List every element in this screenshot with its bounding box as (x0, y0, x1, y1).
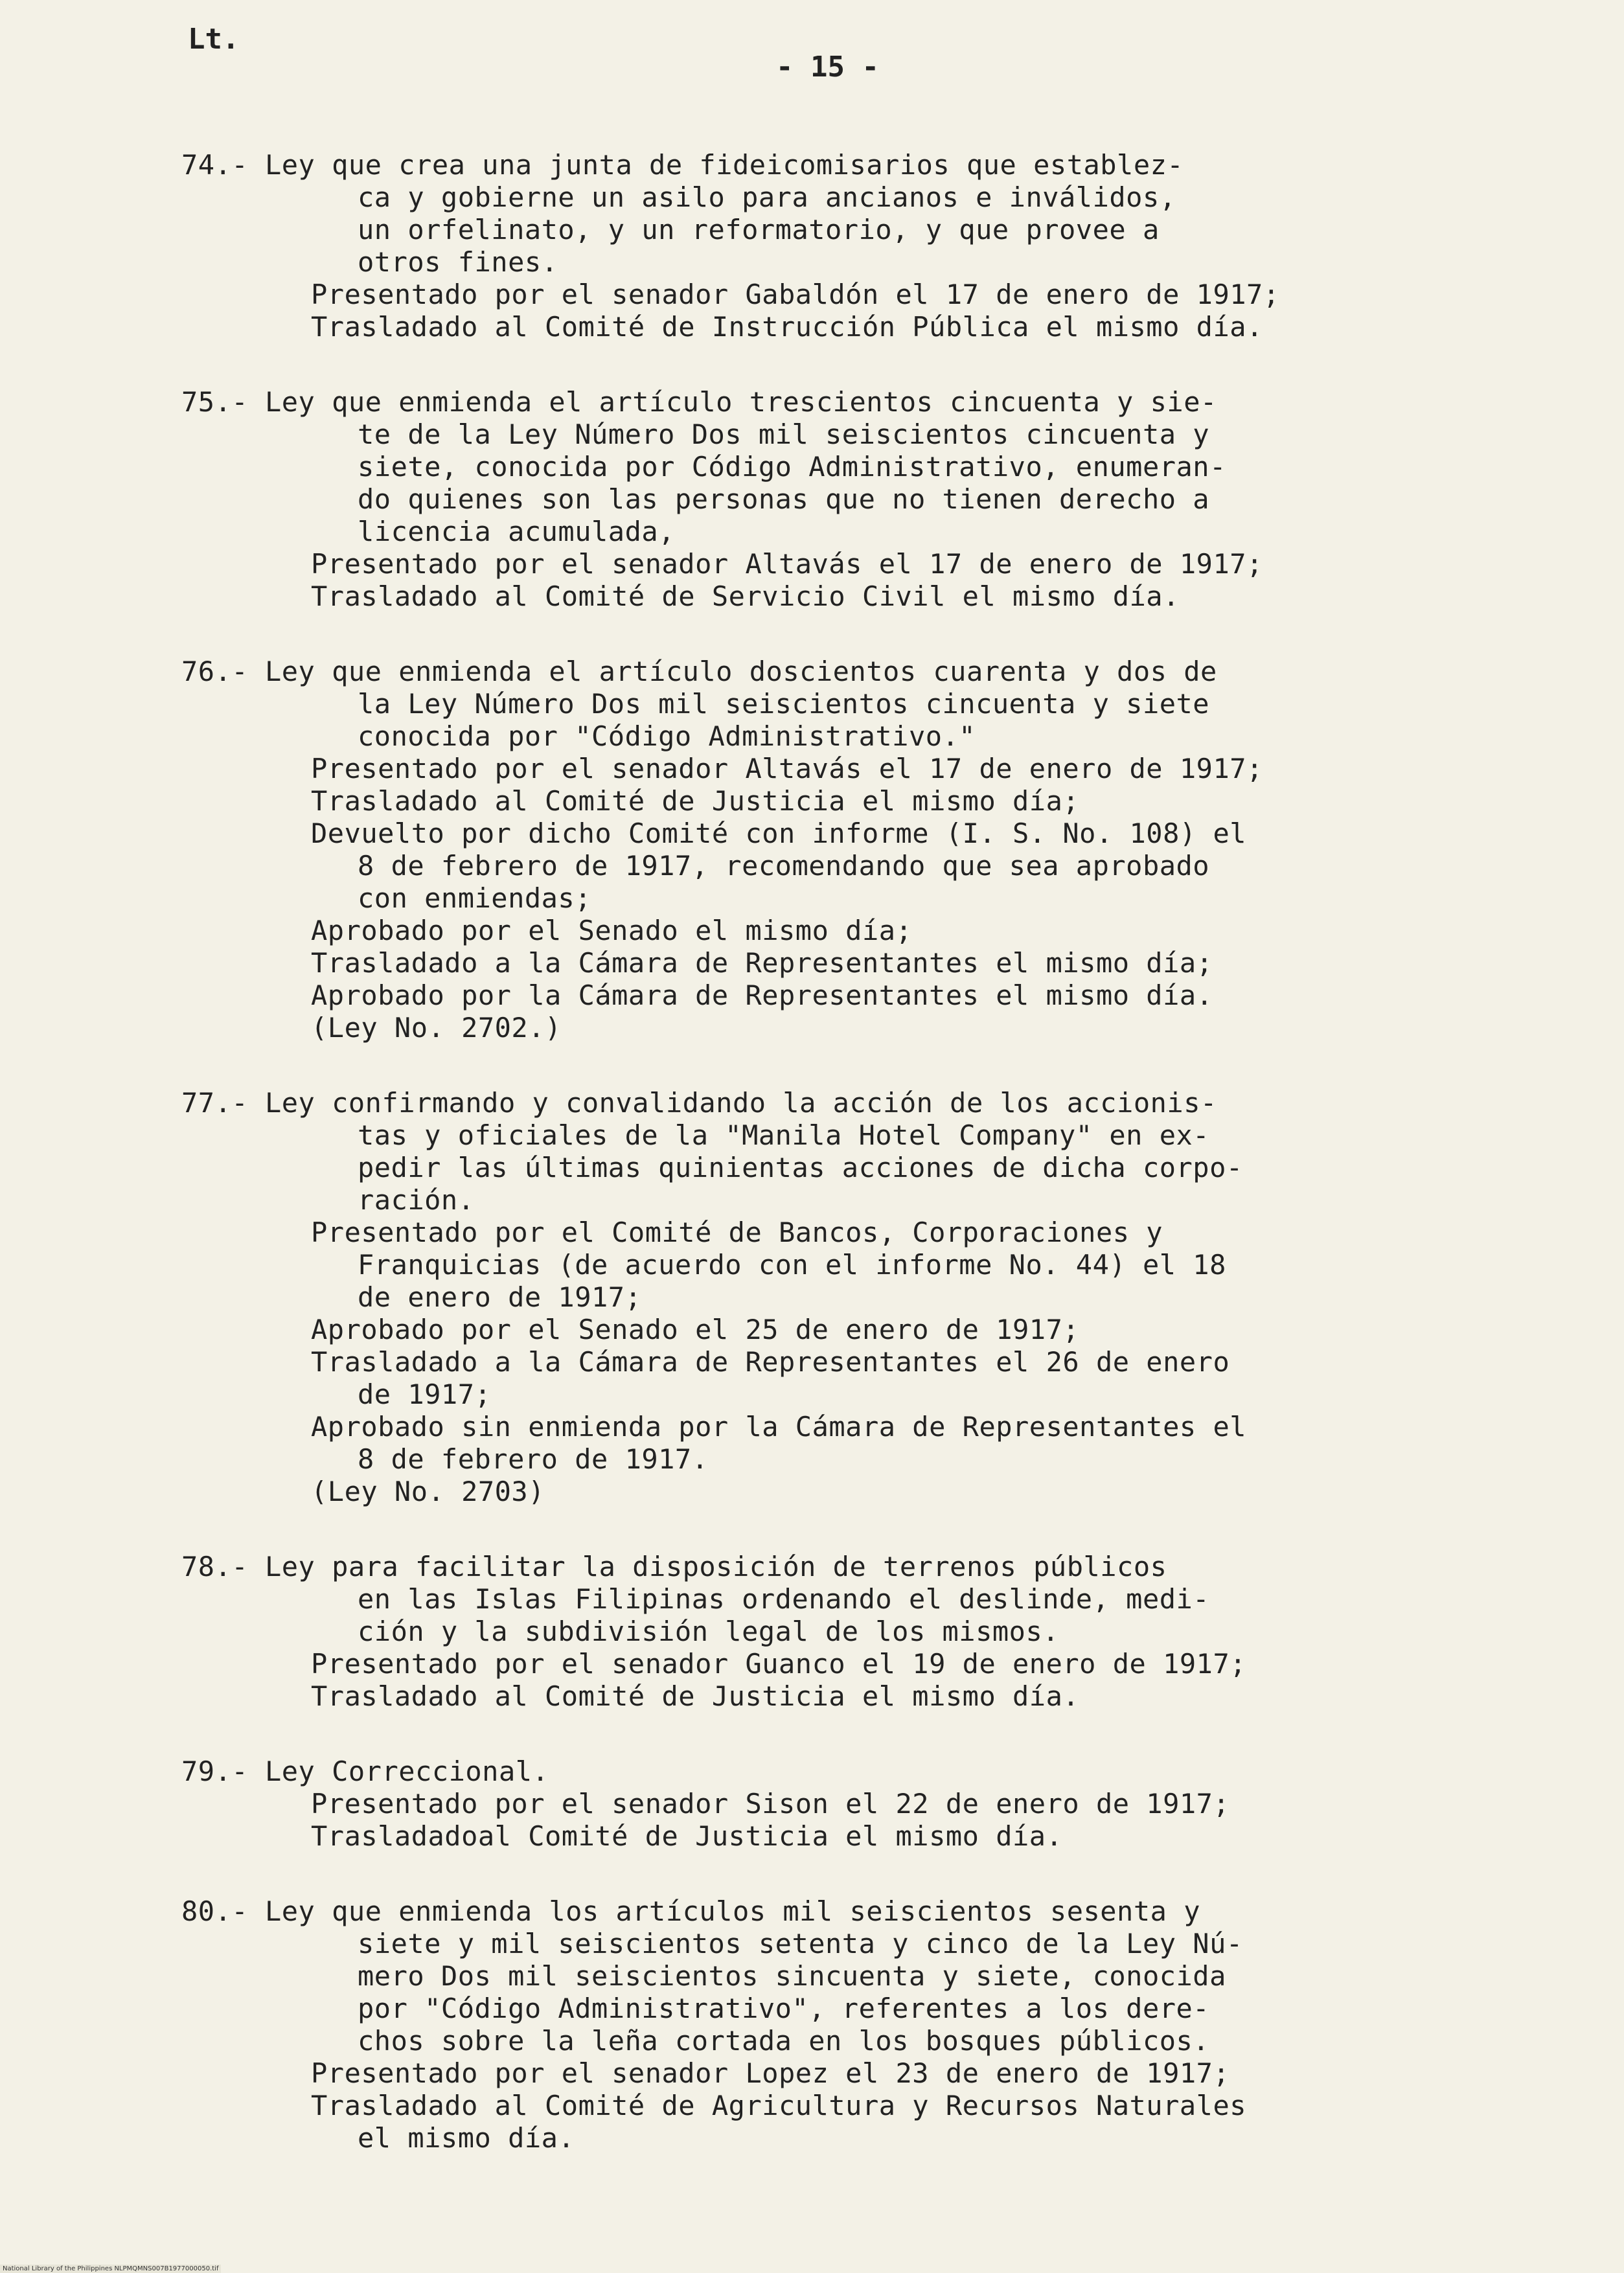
line-text: la Ley Número Dos mil seiscientos cincuenta y siete (358, 688, 1210, 720)
line-text: 8 de febrero de 1917, recomendando que sea aprobado (358, 850, 1210, 882)
line-text: 8 de febrero de 1917. (358, 1443, 709, 1475)
line-text: te de la Ley Número Dos mil seiscientos cincuenta y (358, 418, 1210, 450)
bill-text-line (181, 548, 1490, 580)
bill-text-line (181, 753, 1490, 785)
line-text: Presentado por el Comité de Bancos, Corporaciones y (311, 1216, 1163, 1248)
line-text: el mismo día. (358, 2122, 575, 2154)
bill-text-line (181, 418, 1490, 451)
bill-title-line (181, 656, 1490, 688)
bill-text-line (181, 483, 1490, 516)
bill-title-line (181, 1895, 1490, 1928)
bill-entry-79 (181, 1755, 1490, 1853)
bill-text-line (181, 1281, 1490, 1314)
bill-text-line (181, 181, 1490, 214)
bill-entry-77 (181, 1087, 1490, 1508)
line-text: Aprobado sin enmienda por la Cámara de Representantes el (311, 1411, 1247, 1443)
line-text: Ley que enmienda el artículo doscientos cuarenta y dos de (264, 656, 1217, 687)
bill-text-line (181, 1314, 1490, 1346)
line-text: Presentado por el senador Gabaldón el 17 de enero de 1917; (311, 279, 1280, 310)
page-number: - 15 - (776, 51, 879, 84)
line-text: Trasladado al Comité de Servicio Civil el mismo día. (311, 580, 1180, 612)
archive-footer: National Library of the Philippines NLPMQMNS007B1977000050.tif (0, 2265, 221, 2273)
bill-number: 78.- (181, 1551, 249, 1582)
bill-title-line (181, 1551, 1490, 1583)
line-text: por "Código Administrativo", referentes a los dere- (358, 1993, 1210, 2024)
line-text: Aprobado por el Senado el 25 de enero de 1917; (311, 1314, 1080, 1345)
line-text: (Ley No. 2703) (311, 1476, 545, 1507)
bill-text-line (181, 246, 1490, 279)
line-text: Ley que crea una junta de fideicomisarios que establez- (264, 149, 1184, 181)
bill-text-line (181, 1152, 1490, 1184)
line-text: en las Islas Filipinas ordenando el deslinde, medi- (358, 1583, 1210, 1615)
line-text: conocida por "Código Administrativo." (358, 720, 976, 752)
bill-number: 79.- (181, 1755, 249, 1787)
bill-number: 74.- (181, 149, 249, 181)
bill-text-line (181, 1012, 1490, 1044)
line-text: Trasladadoal Comité de Justicia el mismo día. (311, 1820, 1063, 1852)
bill-text-line (181, 1443, 1490, 1476)
line-text: ración. (358, 1184, 475, 1216)
corner-mark: Lt. (188, 23, 240, 56)
bill-text-line (181, 2090, 1490, 2122)
line-text: mero Dos mil seiscientos sincuenta y siete, conocida (358, 1960, 1226, 1992)
bill-number: 77.- (181, 1087, 249, 1119)
bill-entry-80 (181, 1895, 1490, 2154)
bill-text-line (181, 1648, 1490, 1680)
bill-text-line (181, 1346, 1490, 1378)
line-text: Presentado por el senador Altavás el 17 de enero de 1917; (311, 753, 1263, 784)
bill-title-line (181, 1087, 1490, 1119)
bill-text-line (181, 1583, 1490, 1616)
line-text: tas y oficiales de la "Manila Hotel Company" en ex- (358, 1119, 1210, 1151)
line-text: Trasladado a la Cámara de Representantes el mismo día; (311, 947, 1213, 979)
line-text: (Ley No. 2702.) (311, 1012, 562, 1044)
line-text: do quienes son las personas que no tienen derecho a (358, 483, 1210, 515)
bill-text-line (181, 1960, 1490, 1993)
bill-text-line (181, 451, 1490, 483)
line-text: con enmiendas; (358, 882, 592, 914)
line-text: chos sobre la leña cortada en los bosques públicos. (358, 2025, 1210, 2057)
bill-text-line (181, 2057, 1490, 2090)
line-text: Ley Correccional. (264, 1755, 549, 1787)
line-text: de 1917; (358, 1378, 492, 1410)
line-text: Trasladado al Comité de Justicia el mismo día. (311, 1680, 1080, 1712)
bill-text-line (181, 850, 1490, 882)
line-text: Ley confirmando y convalidando la acción de los accionis- (264, 1087, 1217, 1119)
bill-text-line (181, 882, 1490, 915)
bill-entry-76 (181, 656, 1490, 1044)
bill-entry-75 (181, 386, 1490, 613)
bill-text-line (181, 1788, 1490, 1820)
bill-text-line (181, 947, 1490, 979)
bill-entries (181, 149, 1490, 2197)
line-text: otros fines. (358, 246, 558, 278)
bill-text-line (181, 1249, 1490, 1281)
line-text: Ley que enmienda el artículo trescientos cincuenta y sie- (264, 386, 1217, 418)
bill-text-line (181, 311, 1490, 343)
bill-text-line (181, 1216, 1490, 1249)
line-text: pedir las últimas quinientas acciones de dicha corpo- (358, 1152, 1243, 1183)
bill-text-line (181, 1411, 1490, 1443)
bill-number: 75.- (181, 386, 249, 418)
bill-title-line (181, 1755, 1490, 1788)
line-text: Aprobado por la Cámara de Representantes el mismo día. (311, 979, 1213, 1011)
bill-text-line (181, 1993, 1490, 2025)
bill-text-line (181, 214, 1490, 246)
line-text: Trasladado al Comité de Agricultura y Recursos Naturales (311, 2090, 1247, 2121)
bill-text-line (181, 688, 1490, 720)
line-text: Presentado por el senador Guanco el 19 de enero de 1917; (311, 1648, 1247, 1680)
bill-number: 80.- (181, 1895, 249, 1927)
bill-text-line (181, 1680, 1490, 1713)
bill-text-line (181, 817, 1490, 850)
bill-text-line (181, 720, 1490, 753)
line-text: Aprobado por el Senado el mismo día; (311, 915, 913, 946)
line-text: Trasladado al Comité de Instrucción Pública el mismo día. (311, 311, 1263, 343)
bill-entry-78 (181, 1551, 1490, 1713)
line-text: ción y la subdivisión legal de los mismos. (358, 1616, 1060, 1647)
bill-text-line (181, 1476, 1490, 1508)
line-text: de enero de 1917; (358, 1281, 642, 1313)
bill-text-line (181, 785, 1490, 817)
line-text: siete y mil seiscientos setenta y cinco de la Ley Nú- (358, 1928, 1243, 1959)
line-text: Devuelto por dicho Comité con informe (I. S. No. 108) el (311, 817, 1247, 849)
bill-text-line (181, 1378, 1490, 1411)
line-text: Presentado por el senador Lopez el 23 de enero de 1917; (311, 2057, 1230, 2089)
line-text: Presentado por el senador Altavás el 17 de enero de 1917; (311, 548, 1263, 580)
line-text: licencia acumulada, (358, 516, 675, 547)
bill-title-line (181, 149, 1490, 181)
bill-text-line (181, 1820, 1490, 1853)
bill-entry-74 (181, 149, 1490, 343)
bill-text-line (181, 2122, 1490, 2154)
bill-text-line (181, 1616, 1490, 1648)
line-text: Trasladado a la Cámara de Representantes el 26 de enero (311, 1346, 1230, 1378)
line-text: ca y gobierne un asilo para ancianos e inválidos, (358, 181, 1176, 213)
bill-number: 76.- (181, 656, 249, 687)
bill-text-line (181, 516, 1490, 548)
bill-text-line (181, 580, 1490, 613)
bill-text-line (181, 979, 1490, 1012)
bill-text-line (181, 1119, 1490, 1152)
bill-text-line (181, 1184, 1490, 1216)
line-text: siete, conocida por Código Administrativo, enumeran- (358, 451, 1226, 483)
bill-title-line (181, 386, 1490, 418)
bill-text-line (181, 915, 1490, 947)
line-text: Presentado por el senador Sison el 22 de enero de 1917; (311, 1788, 1230, 1820)
bill-text-line (181, 1928, 1490, 1960)
line-text: Ley que enmienda los artículos mil seiscientos sesenta y (264, 1895, 1200, 1927)
bill-text-line (181, 279, 1490, 311)
bill-text-line (181, 2025, 1490, 2057)
line-text: Franquicias (de acuerdo con el informe No. 44) el 18 (358, 1249, 1226, 1281)
line-text: Ley para facilitar la disposición de terrenos públicos (264, 1551, 1167, 1582)
line-text: un orfelinato, y un reformatorio, y que provee a (358, 214, 1160, 246)
line-text: Trasladado al Comité de Justicia el mismo día; (311, 785, 1080, 817)
